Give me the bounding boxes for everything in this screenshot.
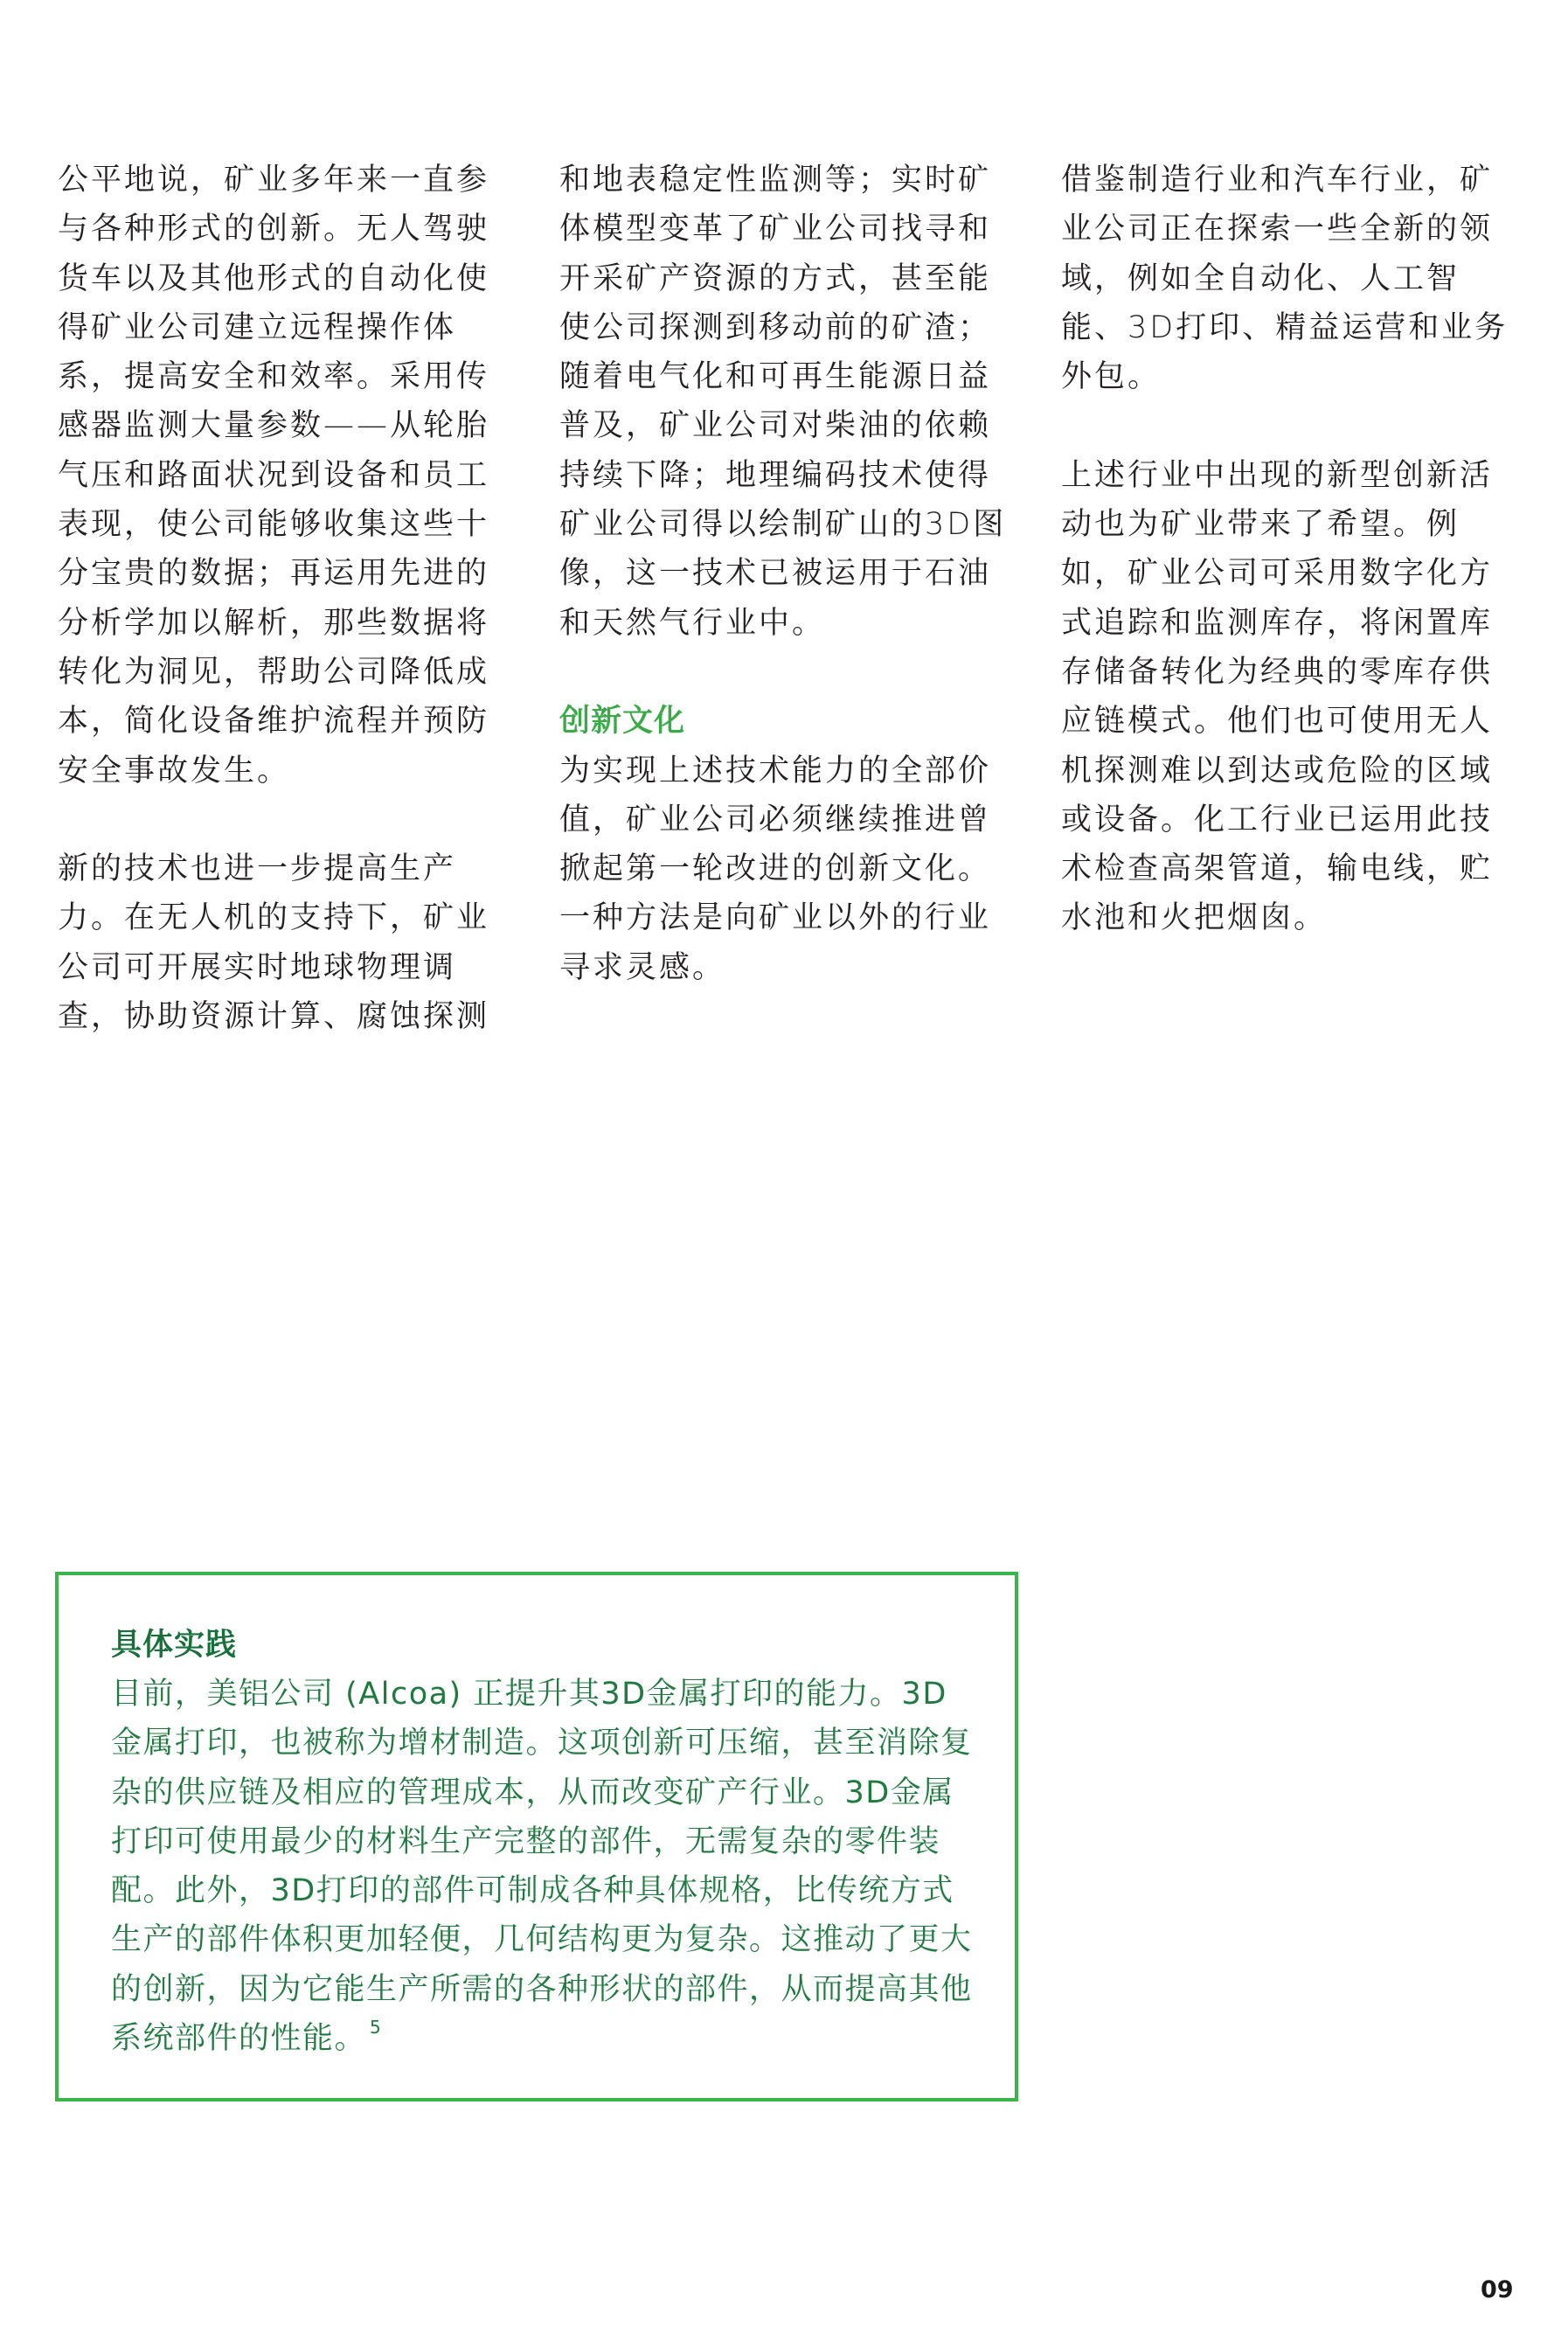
case-study-box <box>55 1572 1018 2101</box>
paragraph: 公平地说，矿业多年来一直参与各种形式的创新。无人驾驶货车以及其他形式的自动化使得矿业公司建立远程操作体系，提高安全和效率。采用传感器监测大量参数——从轮胎气压和路面状况到设备和员工表现，使公司能够收集这些十分宝贵的数据；再运用先进的分析学加以解析，那些数据将转化为洞见，帮助公司降低成本，简化设备维护流程并预防安全事故发生。 <box>58 163 490 788</box>
case-study-heading: 具体实践 <box>111 1628 238 1663</box>
paragraph: 借鉴制造行业和汽车行业，矿业公司正在探索一些全新的领域，例如全自动化、人工智能、3D打印、精益运营和业务外包。 <box>1061 163 1509 395</box>
text-column-1 <box>58 156 507 1091</box>
footnote-reference[interactable]: 5 <box>370 2017 383 2039</box>
text-column-3 <box>1061 156 1510 992</box>
paragraph: 为实现上述技术能力的全部价值，矿业公司必须继续推进曾掀起第一轮改进的创新文化。一种方法是向矿业以外的行业寻求灵感。 <box>559 753 992 985</box>
case-study-content <box>111 1621 976 2063</box>
case-study-body <box>111 1670 976 2063</box>
text-column-2 <box>559 156 1009 1041</box>
section-heading: 创新文化 <box>559 704 686 740</box>
paragraph: 上述行业中出现的新型创新活动也为矿业带来了希望。例如，矿业公司可采用数字化方式追踪和监测库存，将闲置库存储备转化为经典的零库存供应链模式。他们也可使用无人机探测难以到达或危险的区域或设备。化工行业已运用此技术检查高架管道，输电线，贮水池和火把烟囱。 <box>1061 457 1494 936</box>
case-study-text: 目前，美铝公司 (Alcoa) 正提升其3D金属打印的能力。3D金属打印，也被称为增材制造。这项创新可压缩，甚至消除复杂的供应链及相应的管理成本，从而改变矿产行业。3D金属打印可使用最少的材料生产完整的部件，无需复杂的零件装配。此外，3D打印的部件可制成各种具体规格，比传统方式生产的部件体积更加轻便，几何结构更为复杂。这推动了更大的创新，因为它能生产所需的各种形状的部件，从而提高其他系统部件的性能。 <box>111 1677 973 2057</box>
paragraph: 和地表稳定性监测等；实时矿体模型变革了矿业公司找寻和开采矿产资源的方式，甚至能使公司探测到移动前的矿渣；随着电气化和可再生能源日益普及，矿业公司对柴油的依赖持续下降；地理编码技术使得矿业公司得以绘制矿山的3D图像，这一技术已被运用于石油和天然气行业中。 <box>559 163 1007 641</box>
paragraph: 新的技术也进一步提高生产力。在无人机的支持下，矿业公司可开展实时地球物理调查，协助资源计算、腐蚀探测 <box>58 851 490 1035</box>
page-number: 09 <box>1481 2276 1514 2303</box>
